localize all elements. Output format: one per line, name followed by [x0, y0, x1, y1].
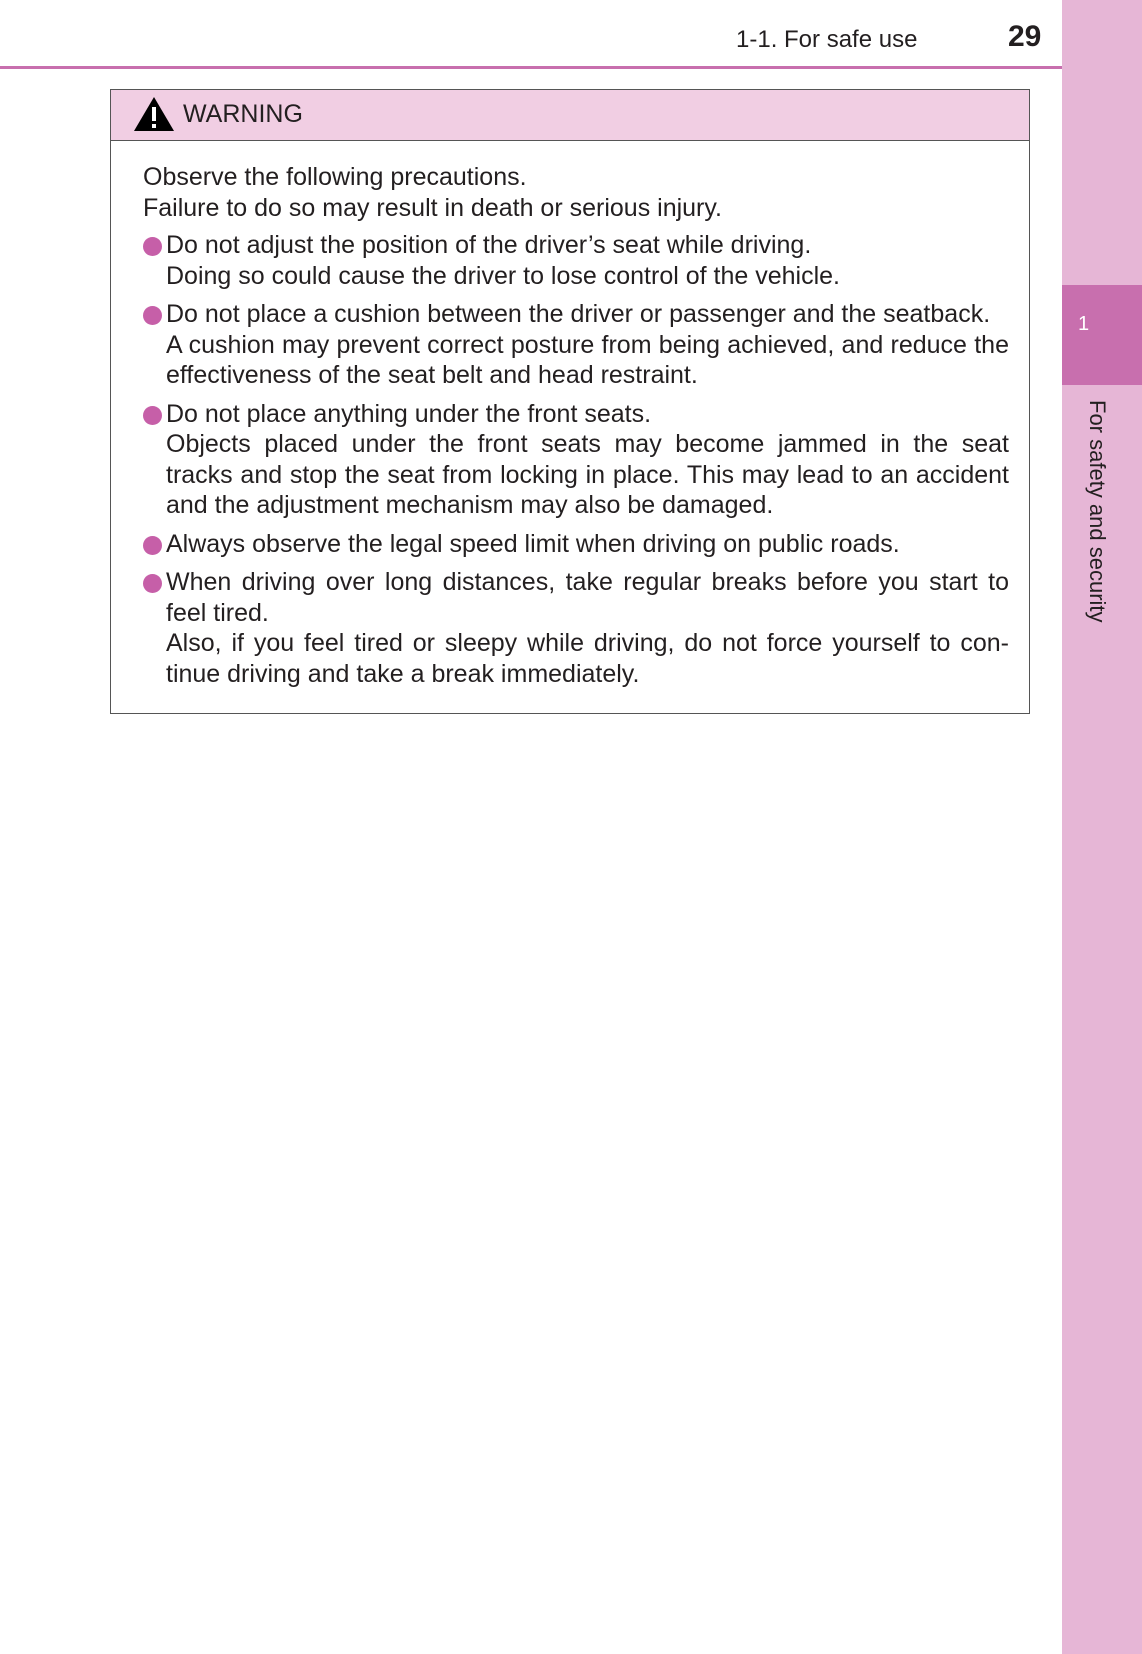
chapter-tab-number: 1 — [1078, 313, 1090, 335]
bullet-dot-icon — [143, 574, 162, 593]
bullet-dot-icon — [143, 406, 162, 425]
bullet-detail: Objects placed under the front seats may become jammed in the seat tracks and stop the seat from locking in place. This may lead to an accident and the adjustment mechanism may also be damaged. — [166, 430, 1009, 519]
bullet-heading: Do not place a cushion between the driver or passenger and the seatback. — [166, 300, 991, 328]
bullet-detail: A cushion may prevent correct posture from being achieved, and reduce the effectiveness of the seat belt and head restraint. — [166, 330, 1009, 389]
bullet-heading: Do not place anything under the front seats. — [166, 399, 652, 428]
warning-header — [111, 90, 1029, 141]
section-title: 1-1. For safe use — [736, 26, 918, 53]
warning-title: WARNING — [183, 100, 303, 128]
warning-bullet-item — [143, 299, 1009, 391]
warning-intro-line: Observe the following precautions. — [143, 163, 527, 191]
bullet-heading: Do not adjust the position of the driver’s seat while driving. — [166, 231, 812, 259]
warning-bullet-item — [143, 399, 1009, 521]
bullet-dot-icon — [143, 306, 162, 325]
page-number: 29 — [1008, 20, 1042, 53]
warning-body — [143, 162, 1009, 689]
bullet-heading: Always observe the legal speed limit when driving on public roads. — [166, 529, 900, 558]
side-strip — [1062, 0, 1142, 1654]
warning-bullet-item — [143, 567, 1009, 689]
warning-box — [110, 89, 1030, 714]
bullet-dot-icon — [143, 536, 162, 555]
warning-bullet-item — [143, 230, 1009, 291]
bullet-detail: Also, if you feel tired or sleepy while driving, do not force yourself to continue driving and take a break immediately. — [166, 629, 1009, 688]
bullet-heading: When driving over long distances, take regular breaks before you start to feel tired. — [166, 568, 1009, 627]
warning-bullet-item — [143, 529, 1009, 560]
warning-intro-line: Failure to do so may result in death or serious injury. — [143, 193, 722, 222]
chapter-tab[interactable] — [1062, 285, 1142, 385]
warning-triangle-icon — [133, 96, 175, 132]
bullet-dot-icon — [143, 237, 162, 256]
bullet-detail: Doing so could cause the driver to lose control of the vehicle. — [166, 261, 840, 290]
chapter-tab-label: For safety and security — [1085, 400, 1110, 623]
header-rule — [0, 66, 1062, 69]
